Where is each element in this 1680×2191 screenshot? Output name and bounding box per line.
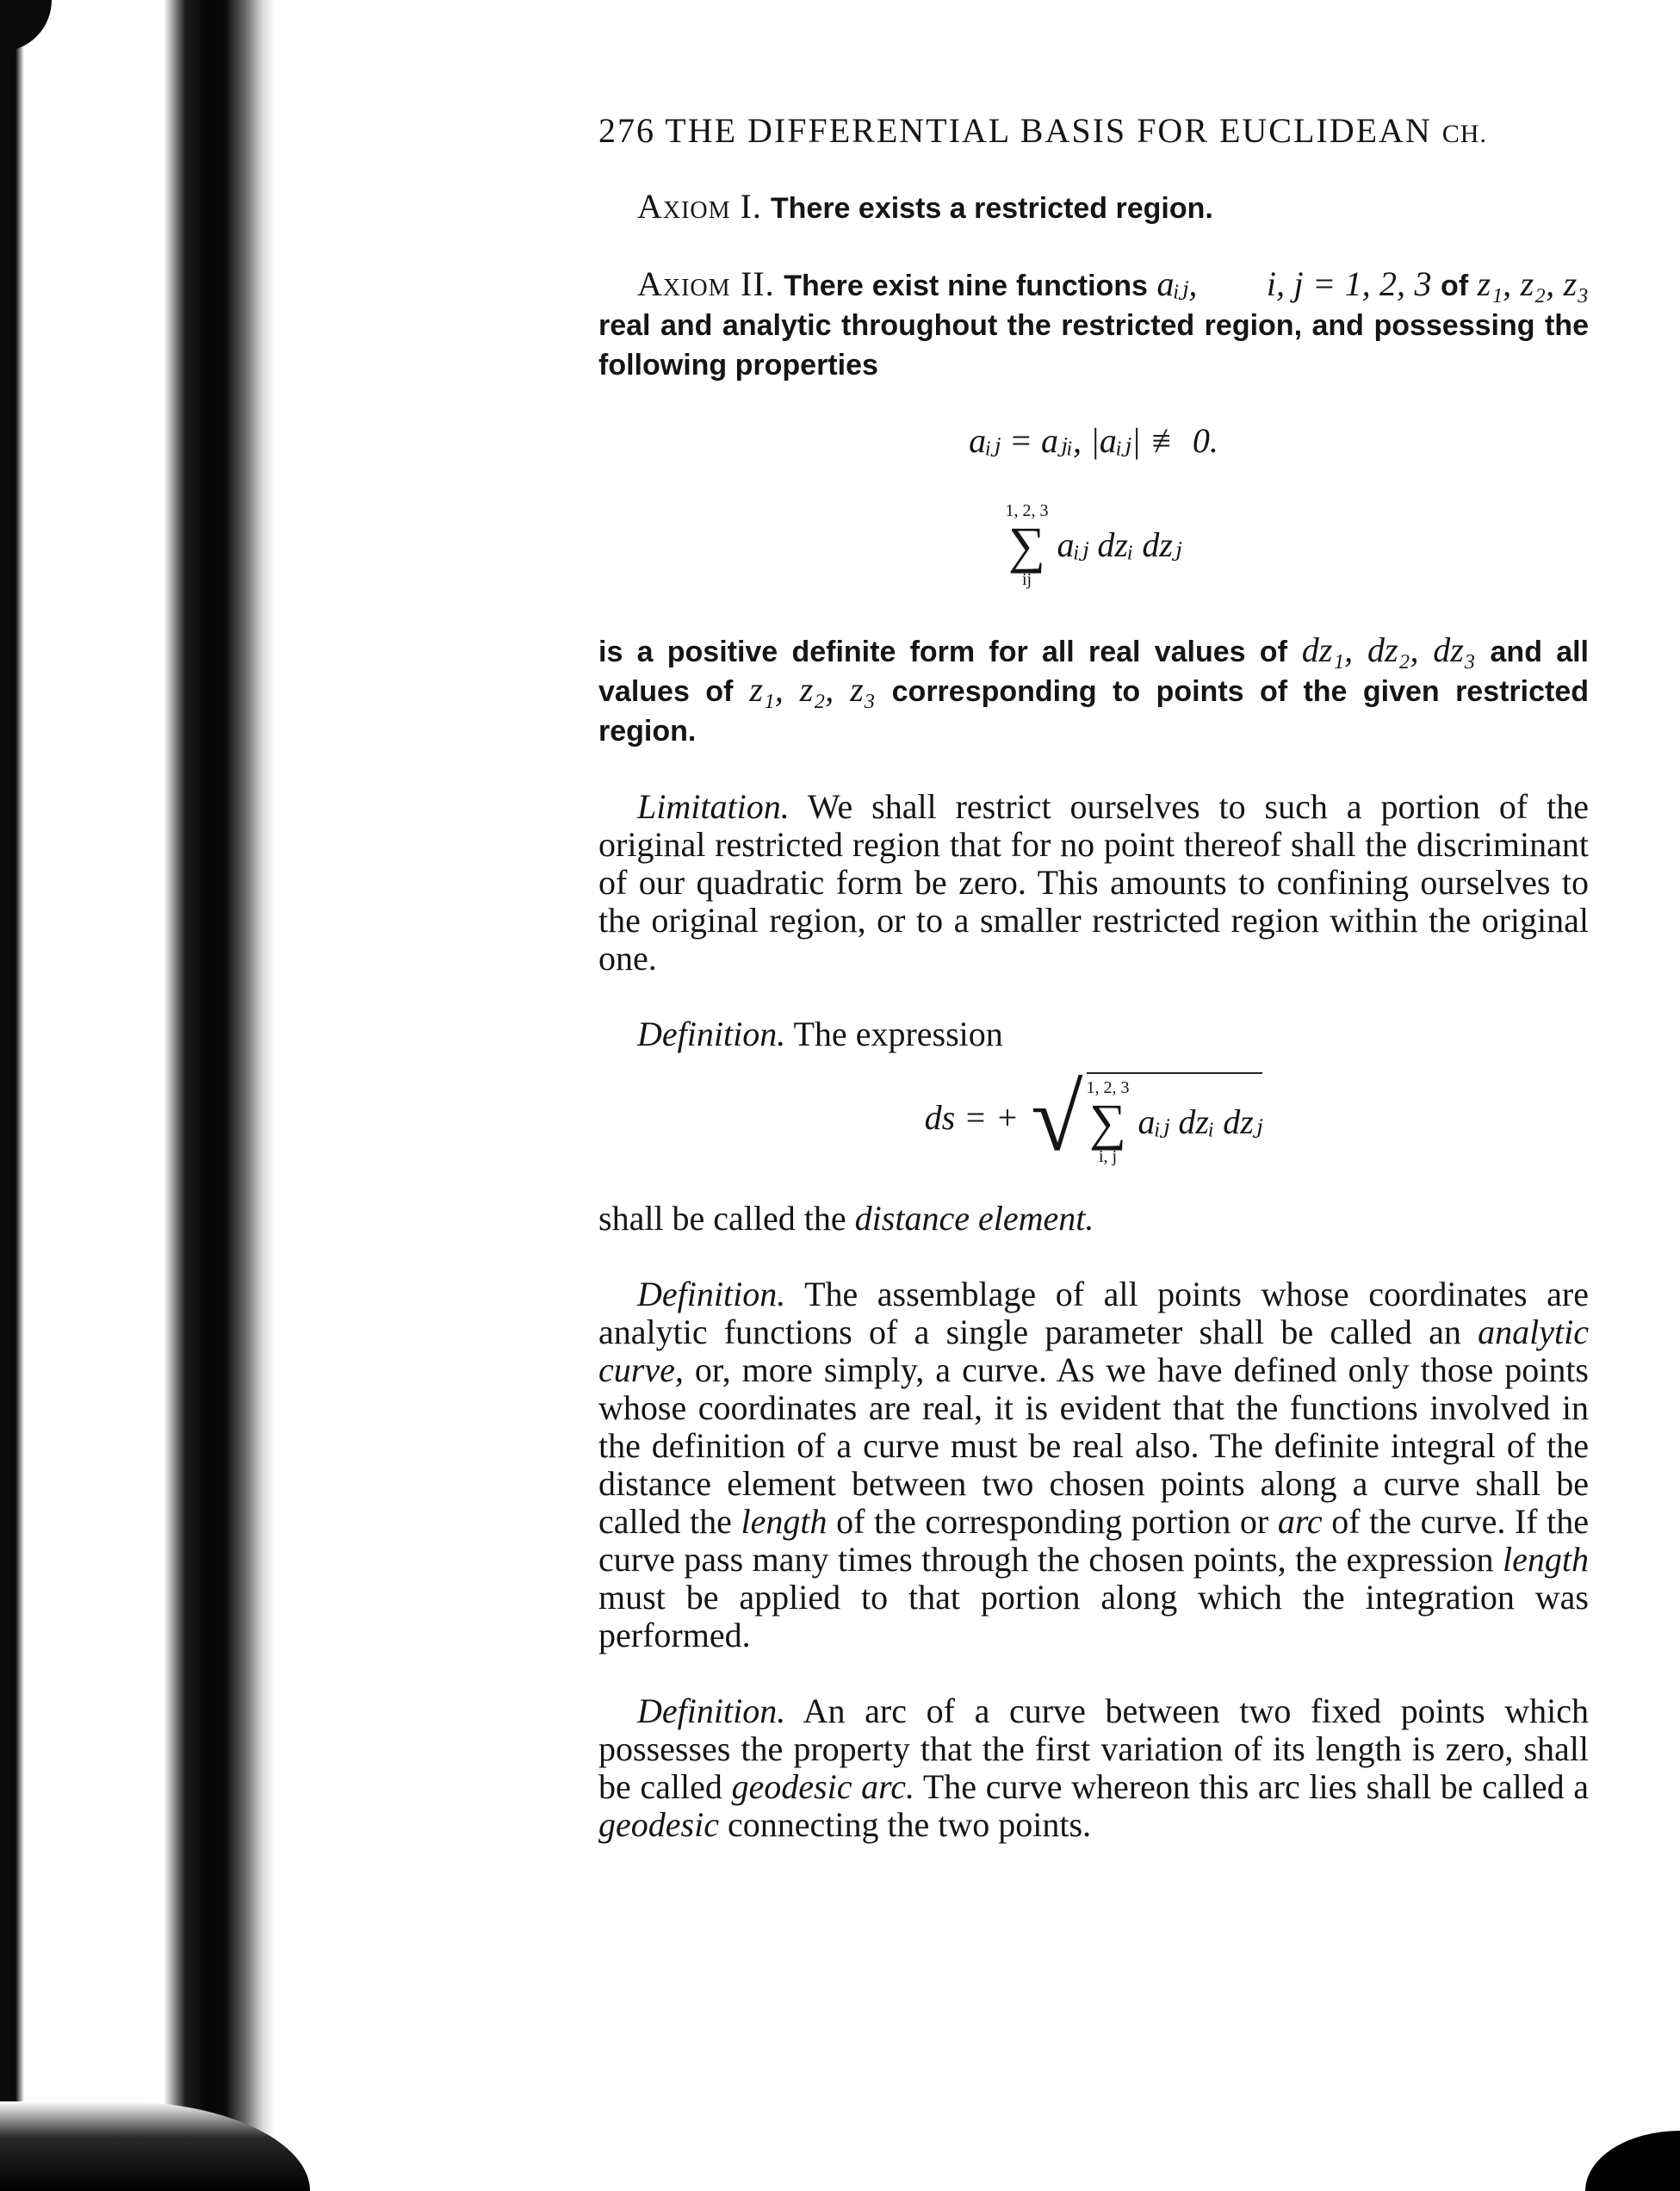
pd-text-c: corresponding to points of the given restricted region. [598, 675, 1590, 748]
def2-t3: of the corresponding portion or [836, 1502, 1269, 1541]
radical-sign: √ [1031, 1065, 1083, 1170]
axiom-2-text-b: real and analytic throughout the restricted region, and possessing the following properties [598, 309, 1589, 382]
sigma-symbol: 1, 2, 3 ∑ ij [1005, 501, 1049, 589]
def2-t2: or, more simply, a curve. As we have defined only those points whose coordinates are real, it is evident that the functions involved in the definition of a curve must be real also. The definite integral of the distance element between two chosen points along a curve shall be called the [598, 1350, 1589, 1541]
ds-body: aᵢⱼ dzᵢ dzⱼ [1138, 1102, 1263, 1141]
limitation-text: We shall restrict ourselves to such a portion of the original restricted region that for no point thereof shall the discriminant of our quadratic form be zero. This amounts to confining ourselves to the original region, or to a smaller restricted region within the original one. [598, 787, 1590, 978]
def2-t5: must be applied to that portion along which the integration was performed. [598, 1578, 1589, 1654]
sum-upper-limit: 1, 2, 3 [1005, 501, 1049, 520]
equation-symmetry: aᵢⱼ = aⱼᵢ, |aᵢⱼ| ≢ 0. [969, 421, 1218, 460]
def3-t1: An arc of a curve between two fixed points which possesses the property that the first variation of its length is zero, shall be called [598, 1691, 1589, 1806]
distance-element-paragraph [598, 1200, 1589, 1238]
ds-lhs: ds = + [924, 1098, 1020, 1137]
pd-dvars: dz₁, dz₂, dz₃ [1301, 630, 1476, 669]
definition-1 [598, 1015, 1589, 1053]
def2-term3: arc [1277, 1502, 1323, 1541]
ds-upper-limit: 1, 2, 3 [1086, 1078, 1130, 1097]
positive-definite-paragraph [598, 631, 1589, 750]
running-title: THE DIFFERENTIAL BASIS FOR EUCLIDEAN [665, 111, 1432, 150]
def2-term4: length [1503, 1540, 1589, 1579]
definition-2-label: Definition. [637, 1275, 786, 1313]
axiom-2-vars: z₁, z₂, z₃ [1477, 264, 1590, 303]
axiom-1-label: Axiom I. [637, 187, 762, 226]
def2-t4: of the curve. If the curve pass many times through the chosen points, the expression [598, 1502, 1590, 1579]
limitation-paragraph [598, 788, 1589, 978]
axiom-2 [598, 265, 1589, 384]
running-header [598, 112, 1589, 153]
pd-vars: z₁, z₂, z₃ [749, 670, 876, 709]
sum-body: aᵢⱼ dzᵢ dzⱼ [1057, 525, 1182, 564]
definition-1-text: The expression [793, 1015, 1003, 1053]
definition-1-label: Definition. [637, 1015, 786, 1053]
def2-term1: analytic curve, [598, 1313, 1590, 1389]
ds-sigma-symbol: 1, 2, 3 ∑ i, j [1086, 1078, 1130, 1166]
distance-text: shall be called the [598, 1199, 846, 1238]
axiom-2-condition: i, j = 1, 2, 3 [1266, 264, 1432, 303]
page-content [598, 112, 1589, 1882]
limitation-label: Limitation. [637, 787, 790, 826]
axiom-2-of: of [1441, 270, 1469, 302]
axiom-1 [598, 188, 1589, 227]
definition-3 [598, 1692, 1589, 1844]
def2-term2: length [741, 1502, 828, 1541]
sum-lower-limit: ij [1021, 570, 1032, 589]
axiom-2-func: aᵢⱼ, [1156, 264, 1198, 303]
def3-t3: connecting the two points. [727, 1805, 1092, 1844]
axiom-2-text-a: There exist nine functions [784, 270, 1148, 302]
ds-lower-limit: i, j [1098, 1147, 1118, 1166]
page-corner [1585, 2131, 1680, 2191]
def3-t2: The curve whereon this arc lies shall be called a [922, 1767, 1590, 1806]
equation-quadratic-form [598, 486, 1589, 588]
book-spine [0, 0, 276, 2191]
def2-t1: The assemblage of all points whose coordinates are analytic functions of a single parameter shall be called an [598, 1275, 1589, 1351]
definition-2 [598, 1275, 1589, 1654]
axiom-1-text: There exists a restricted region. [770, 192, 1213, 225]
distance-term: distance element. [854, 1199, 1094, 1238]
chapter-abbrev: CH. [1441, 120, 1487, 148]
pd-text-b: and all values of [598, 636, 1590, 708]
def3-term1: geodesic arc. [731, 1767, 914, 1806]
pd-text-a: is a positive definite form for all real values of [598, 636, 1287, 668]
axiom-2-label: Axiom II. [637, 264, 775, 303]
definition-3-label: Definition. [637, 1691, 786, 1730]
equation-distance-element [598, 1065, 1589, 1170]
def3-term2: geodesic [598, 1805, 719, 1844]
page-number: 276 [598, 111, 655, 150]
